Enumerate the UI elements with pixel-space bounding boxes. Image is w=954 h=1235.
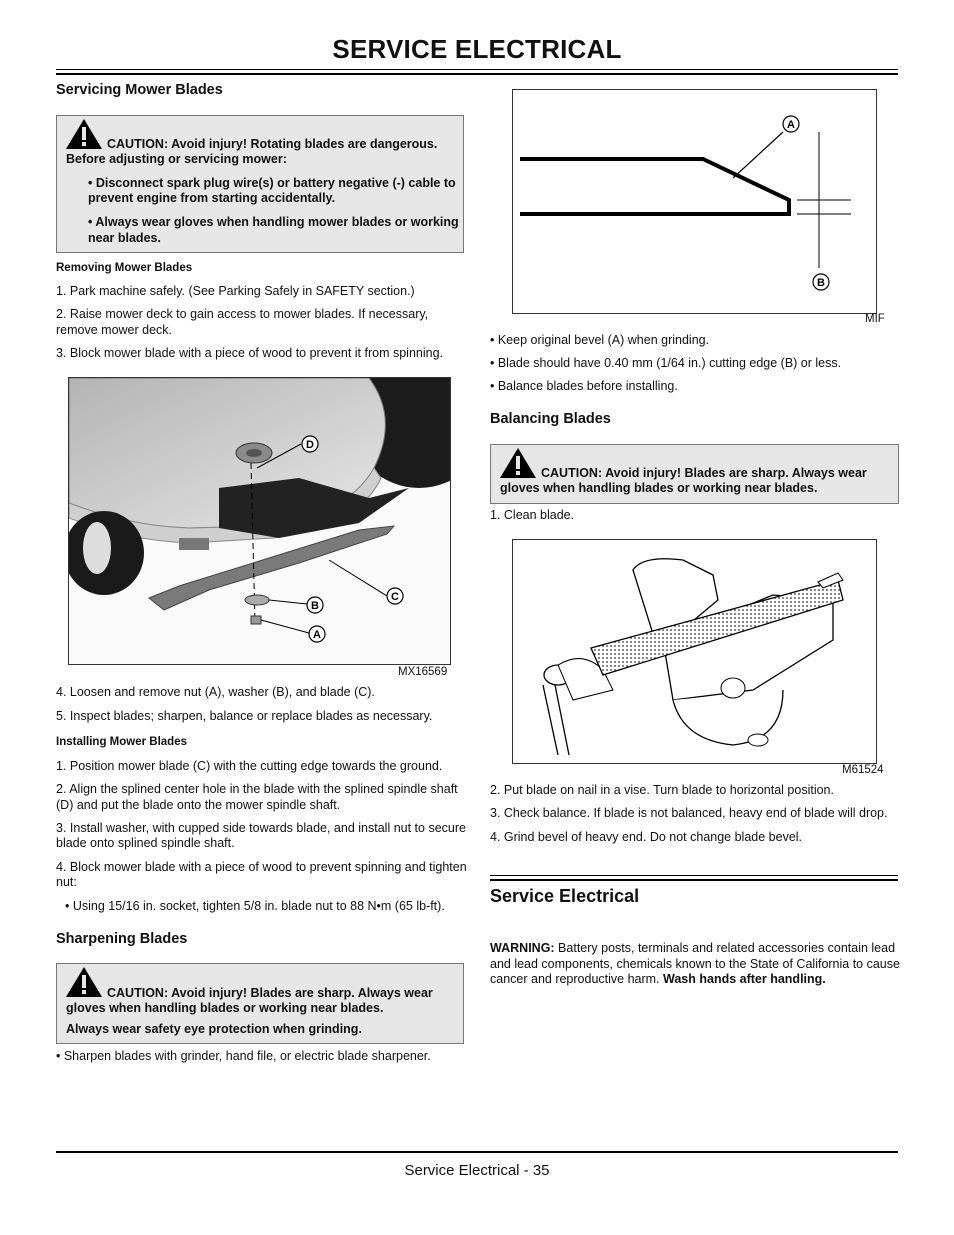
warning-bold-tail: Wash hands after handling. xyxy=(663,972,826,986)
warning-triangle-icon xyxy=(65,966,103,998)
caution-bullet: prevent engine from starting accidentally. xyxy=(88,191,336,205)
caution-box-balancing xyxy=(490,444,899,504)
figure-blade-in-vise xyxy=(512,539,877,764)
page-footer: Service Electrical - 35 xyxy=(404,1162,550,1179)
section-rule-thin xyxy=(490,875,898,876)
subheading-removing-mower-blades: Removing Mower Blades xyxy=(56,262,193,274)
callout-label-b: B xyxy=(311,600,319,612)
step-text: 3. Install washer, with cupped side towards blade, and install nut to secure xyxy=(56,821,466,835)
section-title-service-electrical: Service Electrical xyxy=(490,886,640,906)
caution-line: gloves when handling blades or working near blades. xyxy=(500,481,818,495)
step-text: blade onto splined spindle shaft. xyxy=(56,836,235,850)
figure-mower-deck xyxy=(68,377,451,665)
blade-bevel-diagram xyxy=(513,90,878,315)
step-text: 2. Put blade on nail in a vise. Turn blade to horizontal position. xyxy=(490,783,834,797)
bullet-text: • Sharpen blades with grinder, hand file, or electric blade sharpener. xyxy=(56,1049,431,1063)
footer-rule xyxy=(56,1151,898,1153)
bullet-text: • Blade should have 0.40 mm (1/64 in.) cutting edge (B) or less. xyxy=(490,356,842,370)
section-title-balancing-blades: Balancing Blades xyxy=(490,411,611,427)
caution-line: gloves when handling blades or working near blades. xyxy=(66,1001,384,1015)
step-text: 3. Block mower blade with a piece of wood to prevent it from spinning. xyxy=(56,346,444,360)
callout-label-b: B xyxy=(817,277,825,289)
header-rule-thin xyxy=(56,69,898,70)
caution-box-rotating-blades xyxy=(56,115,464,253)
step-text: 4. Grind bevel of heavy end. Do not change blade bevel. xyxy=(490,830,803,844)
bullet-text: • Keep original bevel (A) when grinding. xyxy=(490,333,710,347)
caution-bullet: • Always wear gloves when handling mower blades or working xyxy=(88,215,459,229)
step-text: 1. Position mower blade (C) with the cutting edge towards the ground. xyxy=(56,759,443,773)
callout-label-a: A xyxy=(313,629,321,641)
warning-text: Battery posts, terminals and related accessories contain lead xyxy=(554,941,896,955)
step-text: 3. Check balance. If blade is not balanced, heavy end of blade will drop. xyxy=(490,806,888,820)
section-rule-thick xyxy=(490,879,898,881)
step-text: 1. Park machine safely. (See Parking Safely in SAFETY section.) xyxy=(56,284,415,298)
section-title-servicing-mower-blades: Servicing Mower Blades xyxy=(56,82,223,98)
warning-text: cancer and reproductive harm. xyxy=(490,972,664,986)
step-text: 2. Align the splined center hole in the blade with the splined spindle shaft xyxy=(56,782,458,796)
caution-line: CAUTION: Avoid injury! Blades are sharp. Always wear xyxy=(541,466,867,480)
callout-label-a: A xyxy=(787,119,795,131)
callout-label-c: C xyxy=(391,591,399,603)
callout-label-d: D xyxy=(306,439,314,451)
header-rule-thick xyxy=(56,73,898,75)
warning-text: and lead components, chemicals known to the State of California to cause xyxy=(490,956,900,971)
warning-label: WARNING: xyxy=(490,941,555,955)
step-text: 4. Loosen and remove nut (A), washer (B), and blade (C). xyxy=(56,685,375,699)
warning-paragraph xyxy=(490,941,900,988)
figure-caption-m61524: M61524 xyxy=(842,764,884,776)
caution-box-sharpening xyxy=(56,963,464,1044)
subheading-installing-mower-blades: Installing Mower Blades xyxy=(56,736,187,748)
bullet-text: • Balance blades before installing. xyxy=(490,379,678,393)
page-title: SERVICE ELECTRICAL xyxy=(332,34,622,64)
step-text: nut: xyxy=(56,875,77,889)
figure-caption-mx16569: MX16569 xyxy=(398,666,448,678)
warning-triangle-icon xyxy=(499,447,537,479)
figure-caption-mif: MIF xyxy=(865,313,885,325)
step-bullet: • Using 15/16 in. socket, tighten 5/8 in. blade nut to 88 N•m (65 lb-ft). xyxy=(65,899,445,913)
step-text: 5. Inspect blades; sharpen, balance or replace blades as necessary. xyxy=(56,709,433,723)
section-title-sharpening-blades: Sharpening Blades xyxy=(56,931,188,947)
caution-line: Always wear safety eye protection when grinding. xyxy=(66,1022,362,1036)
warning-triangle-icon xyxy=(65,118,103,150)
mower-deck-illustration xyxy=(69,378,451,665)
caution-bullet: • Disconnect spark plug wire(s) or battery negative (-) cable to xyxy=(88,176,456,190)
caution-line: Before adjusting or servicing mower: xyxy=(66,152,287,166)
step-text: (D) and put the blade onto the mower spindle shaft. xyxy=(56,798,341,812)
figure-blade-bevel xyxy=(512,89,877,314)
caution-line: CAUTION: Avoid injury! Blades are sharp. Always wear xyxy=(107,986,433,1000)
caution-line: CAUTION: Avoid injury! Rotating blades are dangerous. xyxy=(107,137,438,151)
step-text: 2. Raise mower deck to gain access to mower blades. If necessary, xyxy=(56,307,429,321)
step-text: remove mower deck. xyxy=(56,323,173,337)
step-text: 1. Clean blade. xyxy=(490,508,575,522)
vise-illustration xyxy=(513,540,878,765)
caution-bullet: near blades. xyxy=(88,231,161,245)
step-text: 4. Block mower blade with a piece of wood to prevent spinning and tighten xyxy=(56,860,467,874)
